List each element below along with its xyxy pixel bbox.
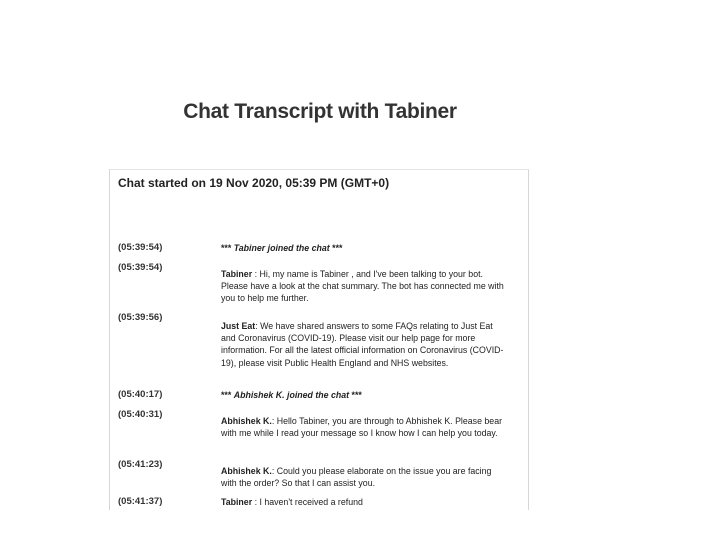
message-text: I haven't received a refund [259, 497, 363, 507]
message-sender: Just Eat [221, 321, 256, 331]
message-sender: Abhishek K. [221, 466, 272, 476]
message-timestamp: (05:40:17) [118, 389, 163, 400]
message-separator: : [252, 497, 260, 507]
message-body [221, 496, 506, 508]
message-sender: Abhishek K. [221, 416, 272, 426]
message-separator: : [271, 416, 277, 426]
transcript-box [109, 169, 529, 510]
system-stars-prefix: *** [221, 390, 232, 400]
message-body [221, 268, 506, 305]
system-message-text: Tabiner joined the chat [233, 243, 330, 253]
message-text: We have shared answers to some FAQs relating to Just Eat and Coronavirus (COVID-19). Please visit our help page for more information. For all the latest official information on Coronavirus (COVID-19), please visit Public Health England and NHS websites. [221, 321, 504, 368]
message-separator: : [271, 466, 277, 476]
message-text: Hi, my name is Tabiner , and I've been talking to your bot. Please have a look at the chat summary. The bot has connected me with you to help me further. [221, 269, 504, 304]
message-timestamp: (05:39:56) [118, 312, 163, 323]
message-text: Hello Tabiner, you are through to Abhishek K. Please bear with me while I read your message so I know how I can help you today. [221, 416, 503, 439]
message-timestamp: (05:40:31) [118, 409, 163, 420]
message-timestamp: (05:41:23) [118, 459, 163, 470]
message-body [221, 465, 506, 489]
message-timestamp: (05:39:54) [118, 262, 163, 273]
message-separator: : [255, 321, 261, 331]
message-text: Could you please elaborate on the issue you are facing with the order? So that I can assist you. [221, 466, 492, 489]
message-separator: : [252, 269, 260, 279]
chat-started-header: Chat started on 19 Nov 2020, 05:39 PM (GMT+0) [118, 176, 390, 190]
page-title: Chat Transcript with Tabiner [183, 100, 457, 123]
message-body [221, 415, 506, 439]
system-message-text: Abhishek K. joined the chat [233, 390, 350, 400]
system-message [221, 242, 506, 254]
message-timestamp: (05:41:37) [118, 496, 163, 507]
message-sender: Tabiner [221, 269, 253, 279]
system-stars-prefix: *** [221, 243, 232, 253]
system-stars-suffix: *** [332, 243, 343, 253]
system-message [221, 389, 506, 401]
message-timestamp: (05:39:54) [118, 242, 163, 253]
message-sender: Tabiner [221, 497, 253, 507]
message-body [221, 320, 506, 369]
system-stars-suffix: *** [351, 390, 362, 400]
